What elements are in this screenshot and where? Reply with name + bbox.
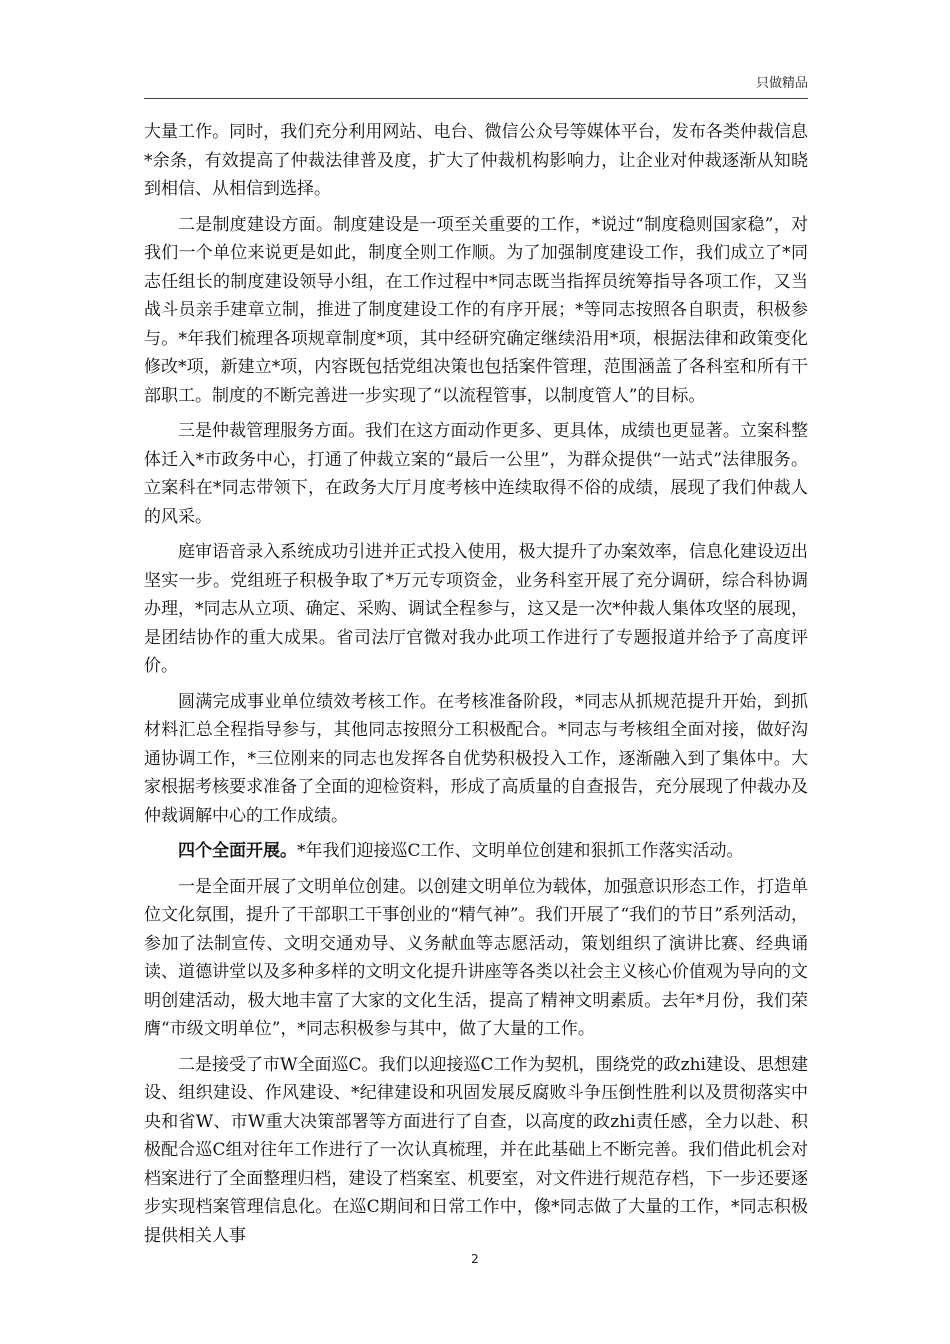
- body-text: [144, 118, 808, 1257]
- header-divider: [144, 98, 808, 99]
- page-number: 2: [471, 1252, 479, 1266]
- section-lead: 四个全面开展。: [178, 841, 297, 861]
- paragraph-arbitration-service: 三是仲裁管理服务方面。我们在这方面动作更多、更具体，成绩也更显著。立案科整体迁入*市政务中心，打通了仲裁立案的“最后一公里”，为群众提供“一站式”法律服务。立案科在*同志带领下，在政务大厅月度考核中连续取得不俗的成绩，展现了我们仲裁人的风采。: [144, 421, 808, 527]
- paragraph-performance-review: 圆满完成事业单位绩效考核工作。在考核准备阶段，*同志从抓规范提升开始，到抓材料汇总全程指导参与，其他同志按照分工积极配合。*同志与考核组全面对接，做好沟通协调工作，*三位刚来的同志也发挥各自优势积极投入工作，逐渐融入到了集体中。大家根据考核要求准备了全面的迎检资料，形成了高质量的自查报告，充分展现了仲裁办及仲裁调解中心的工作成绩。: [144, 691, 808, 826]
- header-tag: 只做精品: [755, 76, 808, 91]
- section-four-text: *年我们迎接巡C工作、文明单位创建和狠抓工作落实活动。: [297, 841, 744, 861]
- paragraph-system-building: 二是制度建设方面。制度建设是一项至关重要的工作，*说过“制度稳则国家稳”，对我们一个单位来说更是如此，制度全则工作顺。为了加强制度建设工作，我们成立了*同志任组长的制度建设领导小组，在工作过程中*同志既当指挥员统筹指导各项工作，又当战斗员亲手建章立制，推进了制度建设工作的有序开展；*等同志按照各自职责，积极参与。*年我们梳理各项规章制度*项，其中经研究确定继续沿用*项，根据法律和政策变化修改*项，新建立*项，内容既包括党组决策也包括案件管理，范围涵盖了各科室和所有干部职工。制度的不断完善进一步实现了“以流程管事，以制度管人”的目标。: [144, 214, 808, 406]
- paragraph-voice-system: 庭审语音录入系统成功引进并正式投入使用，极大提升了办案效率，信息化建设迈出坚实一步。党组班子积极争取了*万元专项资金，业务科室开展了充分调研，综合科协调办理，*同志从立项、确定、采购、调试全程参与，这又是一次*仲裁人集体攻坚的展现，是团结协作的重大成果。省司法厅官微对我办此项工作进行了专题报道并给予了高度评价。: [144, 542, 808, 676]
- paragraph-inspection: 二是接受了市W全面巡C。我们以迎接巡C工作为契机，围绕党的政zhi建设、思想建设、组织建设、作风建设、*纪律建设和巩固发展反腐败斗争压倒性胜利以及贯彻落实中央和省W、市W重大决策部署等方面进行了自查，以高度的政zhi责任感，全力以赴、积极配合巡C组对往年工作进行了一次认真梳理，并在此基础上不断完善。我们借此机会对档案进行了全面整理归档，建设了档案室、机要室，对文件进行规范存档，下一步还要逐步实现档案管理信息化。在巡C期间和日常工作中，像*同志做了大量的工作，*同志积极提供相关人事: [144, 1054, 808, 1246]
- paragraph-section-four: [144, 837, 808, 866]
- paragraph-continuation: 大量工作。同时，我们充分利用网站、电台、微信公众号等媒体平台，发布各类仲裁信息*余条，有效提高了仲裁法律普及度，扩大了仲裁机构影响力，让企业对仲裁逐渐从知晓到相信、从相信到选择。: [144, 122, 808, 199]
- paragraph-civilized-unit: 一是全面开展了文明单位创建。以创建文明单位为载体，加强意识形态工作，打造单位文化氛围，提升了干部职工干事创业的“精气神”。我们开展了“我们的节日”系列活动，参加了法制宣传、文明交通劝导、义务献血等志愿活动，策划组织了演讲比赛、经典诵读、道德讲堂以及多种多样的文明文化提升讲座等各类以社会主义核心价值观为导向的文明创建活动，极大地丰富了大家的文化生活，提高了精神文明素质。去年*月份，我们荣膺“市级文明单位”，*同志积极参与其中，做了大量的工作。: [144, 876, 808, 1039]
